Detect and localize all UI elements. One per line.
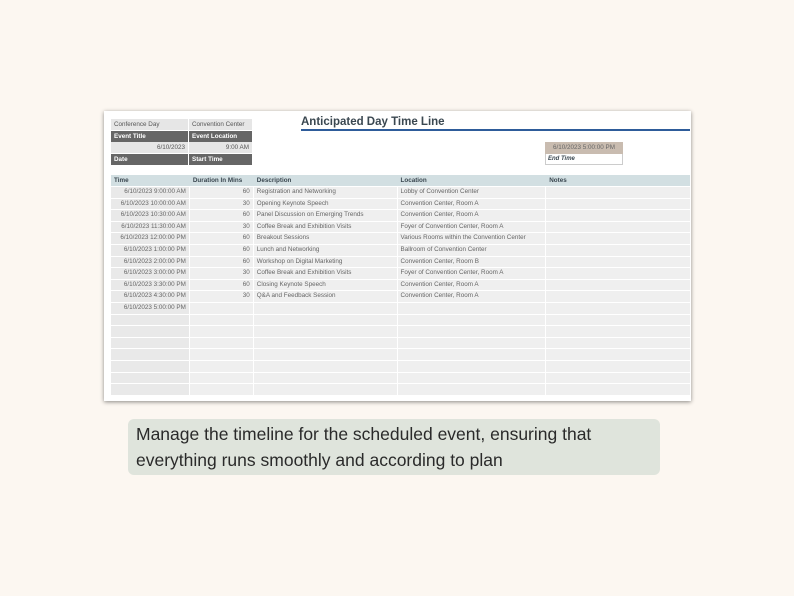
cell-notes[interactable] [546, 373, 690, 384]
table-row [111, 383, 690, 395]
cell-description[interactable] [254, 326, 397, 337]
cell-notes[interactable] [546, 303, 690, 314]
cell-notes[interactable] [546, 326, 690, 337]
cell-notes[interactable] [546, 222, 690, 233]
table-row [111, 372, 690, 384]
table-row [111, 232, 690, 244]
cell-location[interactable]: Convention Center, Room A [398, 210, 546, 221]
cell-location[interactable] [398, 315, 546, 326]
cell-description[interactable]: Lunch and Networking [254, 245, 397, 256]
cell-notes[interactable] [546, 349, 690, 360]
cell-time[interactable]: 6/10/2023 1:00:00 PM [111, 245, 189, 256]
cell-description[interactable] [254, 338, 397, 349]
cell-location[interactable] [398, 303, 546, 314]
header-notes: Notes [549, 177, 567, 184]
cell-description[interactable] [254, 303, 397, 314]
cell-description[interactable]: Q&A and Feedback Session [254, 291, 397, 302]
cell-description[interactable]: Breakout Sessions [254, 233, 397, 244]
cell-location[interactable]: Convention Center, Room A [398, 280, 546, 291]
cell-description[interactable]: Coffee Break and Exhibition Visits [254, 268, 397, 279]
start-time-label: Start Time [189, 154, 252, 165]
cell-duration[interactable] [190, 373, 253, 384]
table-row [111, 244, 690, 256]
table-row [111, 267, 690, 279]
cell-time[interactable]: 6/10/2023 3:30:00 PM [111, 280, 189, 291]
cell-location[interactable]: Ballroom of Convention Center [398, 245, 546, 256]
cell-time[interactable] [111, 315, 189, 326]
cell-time[interactable] [111, 326, 189, 337]
cell-duration[interactable] [190, 303, 253, 314]
table-row [111, 290, 690, 302]
cell-location[interactable]: Various Rooms within the Convention Center [398, 233, 546, 244]
header-time: Time [114, 177, 129, 184]
cell-notes[interactable] [546, 315, 690, 326]
table-row [111, 279, 690, 291]
cell-notes[interactable] [546, 338, 690, 349]
cell-notes[interactable] [546, 268, 690, 279]
table-row [111, 337, 690, 349]
cell-notes[interactable] [546, 210, 690, 221]
cell-notes[interactable] [546, 280, 690, 291]
table-row [111, 360, 690, 372]
cell-notes[interactable] [546, 361, 690, 372]
cell-duration[interactable]: 60 [190, 187, 253, 198]
cell-duration[interactable]: 30 [190, 291, 253, 302]
cell-time[interactable] [111, 384, 189, 395]
table-row [111, 302, 690, 314]
event-title-value[interactable]: Conference Day [111, 119, 188, 130]
header-description: Description [256, 177, 292, 184]
page-title: Anticipated Day Time Line [301, 116, 690, 131]
event-title-label: Event Title [111, 131, 188, 142]
table-header [111, 175, 690, 186]
table-row [111, 186, 690, 198]
cell-location[interactable] [398, 349, 546, 360]
date-value[interactable]: 6/10/2023 [111, 142, 188, 153]
cell-duration[interactable] [190, 349, 253, 360]
cell-location[interactable]: Convention Center, Room A [398, 291, 546, 302]
cell-duration[interactable]: 30 [190, 222, 253, 233]
cell-duration[interactable]: 60 [190, 245, 253, 256]
timeline-table [111, 175, 690, 395]
spreadsheet-card [104, 111, 691, 401]
cell-location[interactable] [398, 326, 546, 337]
cell-location[interactable] [398, 373, 546, 384]
cell-location[interactable]: Lobby of Convention Center [398, 187, 546, 198]
cell-location[interactable]: Foyer of Convention Center, Room A [398, 268, 546, 279]
cell-time[interactable]: 6/10/2023 12:00:00 PM [111, 233, 189, 244]
cell-duration[interactable]: 30 [190, 199, 253, 210]
cell-location[interactable] [398, 338, 546, 349]
table-row [111, 348, 690, 360]
cell-time[interactable] [111, 338, 189, 349]
cell-description[interactable] [254, 349, 397, 360]
table-row [111, 325, 690, 337]
cell-time[interactable]: 6/10/2023 10:00:00 AM [111, 199, 189, 210]
cell-duration[interactable] [190, 326, 253, 337]
cell-notes[interactable] [546, 187, 690, 198]
cell-duration[interactable] [190, 361, 253, 372]
cell-time[interactable]: 6/10/2023 4:30:00 PM [111, 291, 189, 302]
cell-duration[interactable]: 60 [190, 280, 253, 291]
end-time-label: End Time [545, 154, 623, 165]
table-body [111, 186, 690, 395]
header-duration: Duration In Mins [192, 177, 243, 184]
cell-location[interactable]: Convention Center, Room A [398, 199, 546, 210]
cell-description[interactable]: Closing Keynote Speech [254, 280, 397, 291]
end-time-value[interactable]: 6/10/2023 5:00:00 PM [545, 142, 623, 154]
cell-description[interactable] [254, 373, 397, 384]
cell-notes[interactable] [546, 384, 690, 395]
event-location-value[interactable]: Convention Center [189, 119, 252, 130]
cell-notes[interactable] [546, 199, 690, 210]
cell-location[interactable] [398, 361, 546, 372]
cell-duration[interactable] [190, 338, 253, 349]
cell-duration[interactable] [190, 315, 253, 326]
cell-duration[interactable]: 60 [190, 233, 253, 244]
cell-duration[interactable]: 60 [190, 210, 253, 221]
table-row [111, 256, 690, 268]
start-time-value[interactable]: 9:00 AM [189, 142, 252, 153]
date-label: Date [111, 154, 188, 165]
cell-time[interactable]: 6/10/2023 11:30:00 AM [111, 222, 189, 233]
cell-location[interactable]: Foyer of Convention Center, Room A [398, 222, 546, 233]
cell-description[interactable]: Coffee Break and Exhibition Visits [254, 222, 397, 233]
table-row [111, 209, 690, 221]
table-row [111, 314, 690, 326]
cell-time[interactable]: 6/10/2023 3:00:00 PM [111, 268, 189, 279]
cell-time[interactable]: 6/10/2023 2:00:00 PM [111, 257, 189, 268]
cell-notes[interactable] [546, 291, 690, 302]
cell-notes[interactable] [546, 245, 690, 256]
cell-time[interactable]: 6/10/2023 9:00:00 AM [111, 187, 189, 198]
cell-time[interactable]: 6/10/2023 5:00:00 PM [111, 303, 189, 314]
cell-time[interactable] [111, 349, 189, 360]
cell-description[interactable] [254, 361, 397, 372]
header-location: Location [400, 177, 427, 184]
cell-duration[interactable]: 30 [190, 268, 253, 279]
cell-location[interactable]: Convention Center, Room B [398, 257, 546, 268]
table-row [111, 198, 690, 210]
cell-notes[interactable] [546, 233, 690, 244]
cell-duration[interactable] [190, 384, 253, 395]
event-location-label: Event Location [189, 131, 252, 142]
cell-description[interactable]: Opening Keynote Speech [254, 199, 397, 210]
cell-description[interactable]: Registration and Networking [254, 187, 397, 198]
table-row [111, 221, 690, 233]
cell-description[interactable]: Workshop on Digital Marketing [254, 257, 397, 268]
cell-time[interactable]: 6/10/2023 10:30:00 AM [111, 210, 189, 221]
cell-time[interactable] [111, 361, 189, 372]
cell-notes[interactable] [546, 257, 690, 268]
cell-location[interactable] [398, 384, 546, 395]
cell-time[interactable] [111, 373, 189, 384]
caption: Manage the timeline for the scheduled event, ensuring that everything runs smoothly and according to plan [128, 419, 660, 475]
cell-description[interactable] [254, 315, 397, 326]
cell-duration[interactable]: 60 [190, 257, 253, 268]
cell-description[interactable]: Panel Discussion on Emerging Trends [254, 210, 397, 221]
cell-description[interactable] [254, 384, 397, 395]
